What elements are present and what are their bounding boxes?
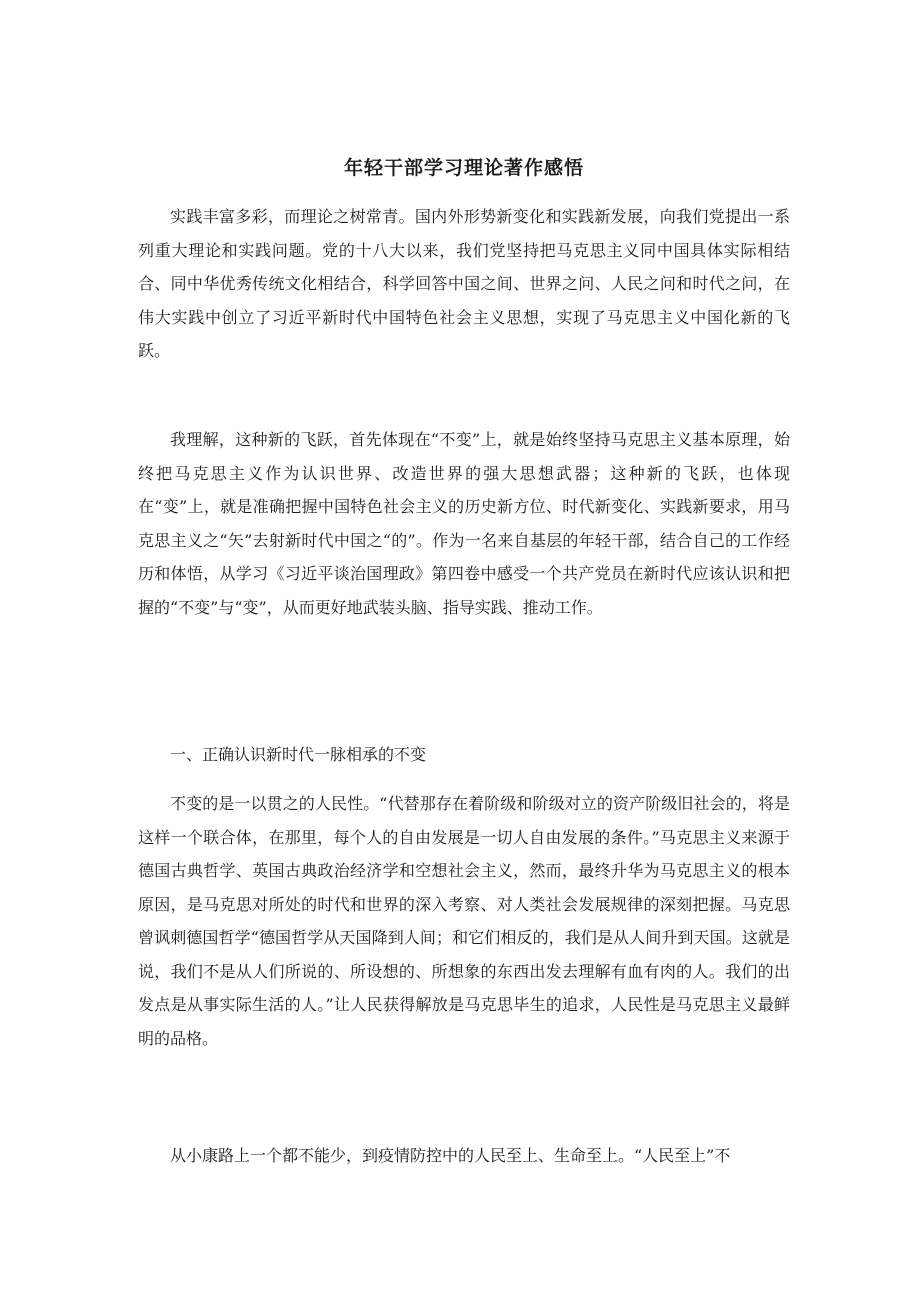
body-paragraph: 从小康路上一个都不能少，到疫情防控中的人民至上、生命至上。“人民至上”不 [170,1146,731,1165]
body-paragraph: 我理解，这种新的飞跃，首先体现在“不变”上，就是始终坚持马克思主义基本原理，始终把马克思主义作为认识世界、改造世界的强大思想武器；这种新的飞跃，也体现在“变”上，就是准确把握中国特色社会主义的历史新方位、时代新变化、实践新要求，用马克思主义之“矢”去射新时代中国之“的”。作为一名来自基层的年轻干部，结合自己的工作经历和体悟，从学习《习近平谈治国理政》第四卷中感受一个共产党员在新时代应该认识和把握的“不变”与“变”，从而更好地武装头脑、指导实践、推动工作。 [138,430,790,617]
body-paragraph: 实践丰富多彩，而理论之树常青。国内外形势新变化和实践新发展，向我们党提出一系列重大理论和实践问题。党的十八大以来，我们党坚持把马克思主义同中国具体实际相结合、同中华优秀传统文化相结合，科学回答中国之间、世界之问、人民之问和时代之问，在伟大实践中创立了习近平新时代中国特色社会主义思想，实现了马克思主义中国化新的飞跃。 [138,207,790,360]
body-paragraph: 不变的是一以贯之的人民性。“代替那存在着阶级和阶级对立的资产阶级旧社会的，将是这样一个联合体，在那里，每个人的自由发展是一切人自由发展的条件。”马克思主义来源于德国古典哲学、英国古典政治经济学和空想社会主义，然而，最终升华为马克思主义的根本原因，是马克思对所处的时代和世界的深入考察、对人类社会发展规律的深刻把握。马克思曾讽刺德国哲学“德国哲学从天国降到人间；和它们相反的，我们是从人间升到天国。这就是说，我们不是从人们所说的、所设想的、所想象的东西出发去理解有血有肉的人。我们的出发点是从事实际生活的人。”让人民获得解放是马克思毕生的追求，人民性是马克思主义最鲜明的品格。 [138,794,790,1048]
section-heading: 一、正确认识新时代一脉相承的不变 [170,745,427,764]
document-title: 年轻干部学习理论著作感悟 [343,156,584,179]
